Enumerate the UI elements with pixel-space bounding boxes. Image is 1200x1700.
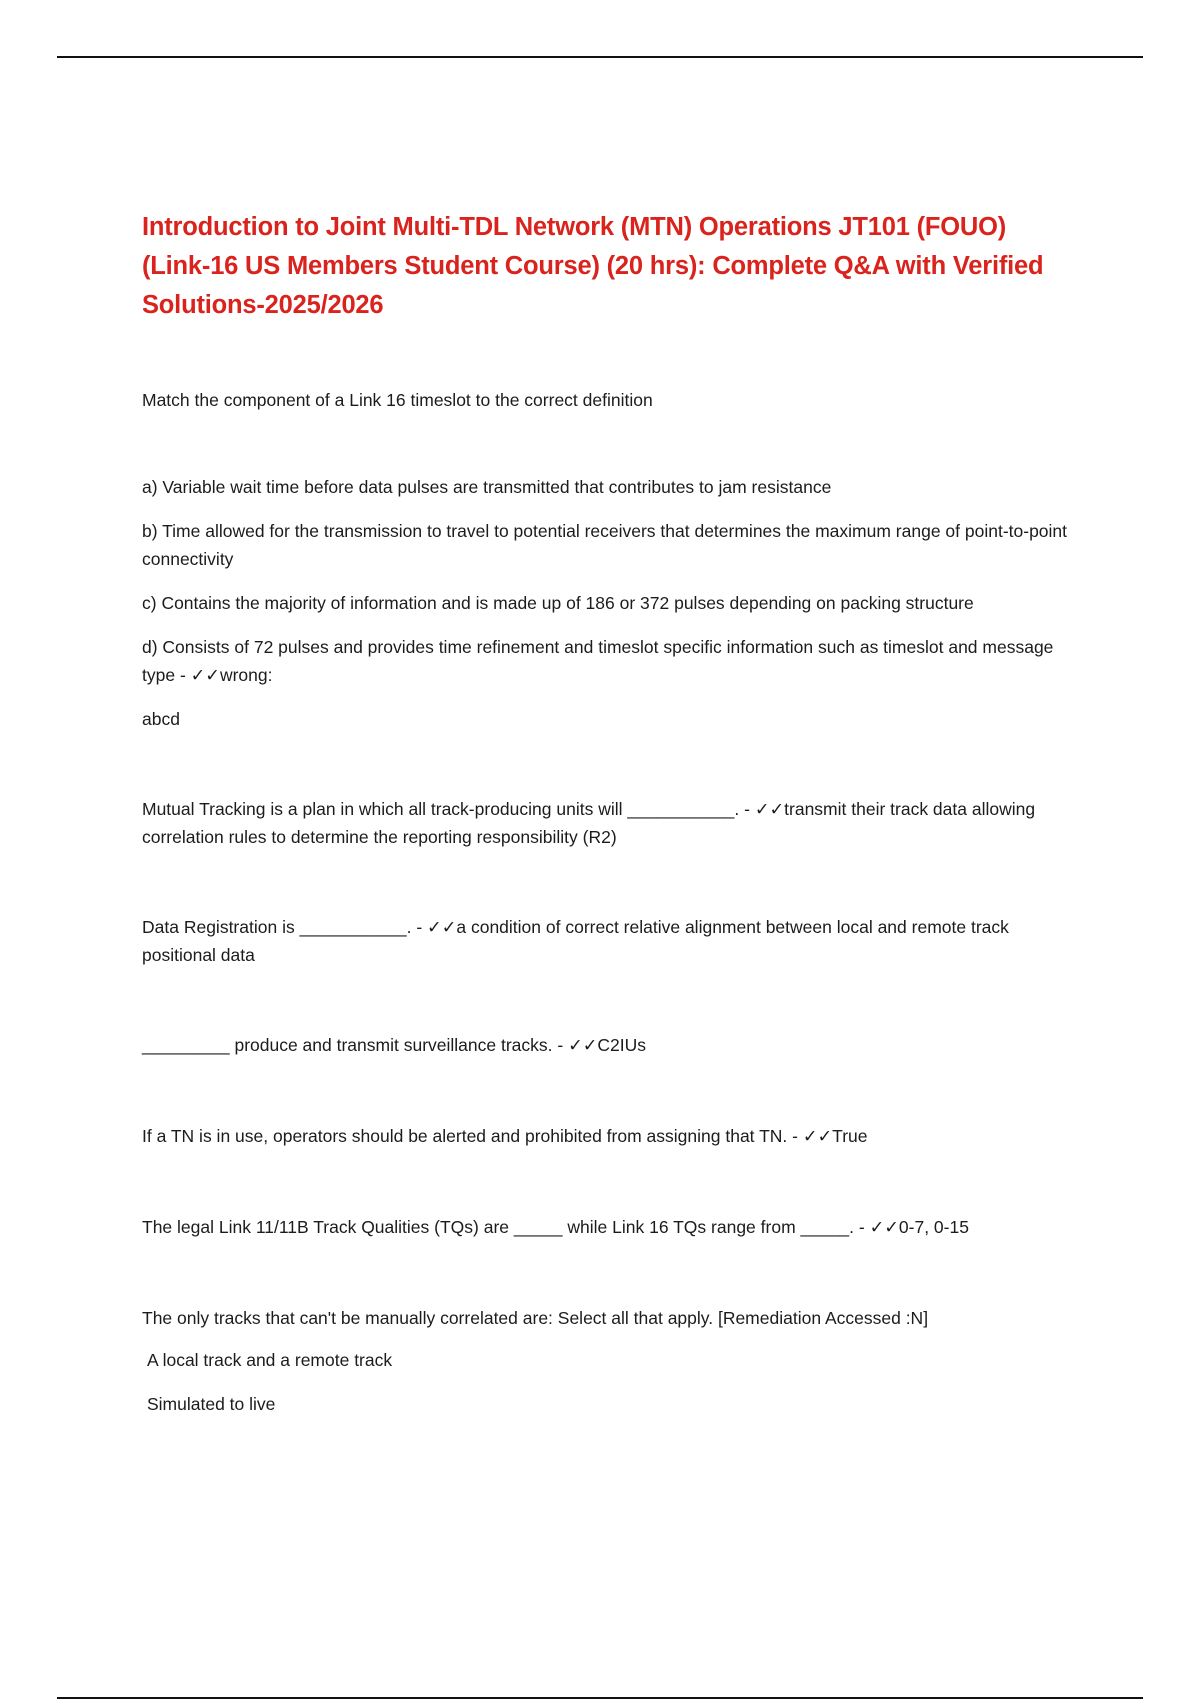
choice-simulated-to-live: Simulated to live: [147, 1394, 276, 1414]
question-surveillance-tracks: _________ produce and transmit surveillance tracks. - ✓✓C2IUs: [142, 1035, 647, 1055]
question-match-prompt: Match the component of a Link 16 timeslot to the correct definition: [142, 390, 653, 410]
question-tn-in-use: If a TN is in use, operators should be alerted and prohibited from assigning that TN. - ✓✓True: [142, 1126, 868, 1146]
bottom-rule: [57, 1697, 1143, 1699]
match-options-list: [142, 473, 1072, 733]
manual-correlation-choices: [142, 1346, 1072, 1418]
document-title: Introduction to Joint Multi-TDL Network (MTN) Operations JT101 (FOUO) (Link-16 US Members Student Course) (20 hrs): Complete Q&A with Verified Solutions-2025/2026: [142, 213, 1044, 319]
match-option-d: d) Consists of 72 pulses and provides time refinement and timeslot specific information such as timeslot and message type - ✓✓wrong:: [142, 637, 1054, 685]
choice-local-remote-track: A local track and a remote track: [147, 1350, 393, 1370]
question-manual-correlation-prompt: The only tracks that can't be manually correlated are: Select all that apply. [Remediation Accessed :N]: [142, 1308, 929, 1328]
document-body: [142, 208, 1072, 1434]
match-option-b: b) Time allowed for the transmission to travel to potential receivers that determines the maximum range of point-to-point connectivity: [142, 521, 1068, 569]
question-mutual-tracking: Mutual Tracking is a plan in which all track-producing units will ___________. - ✓✓transmit their track data allowing correlation rules to determine the reporting responsibility (R2): [142, 799, 1036, 847]
match-answer: abcd: [142, 709, 180, 729]
match-option-a: a) Variable wait time before data pulses are transmitted that contributes to jam resistance: [142, 477, 832, 497]
question-data-registration: Data Registration is ___________. - ✓✓a condition of correct relative alignment between local and remote track positional data: [142, 917, 1009, 965]
question-track-qualities: The legal Link 11/11B Track Qualities (TQs) are _____ while Link 16 TQs range from _____. - ✓✓0-7, 0-15: [142, 1217, 969, 1237]
top-rule: [57, 56, 1143, 58]
match-option-c: c) Contains the majority of information and is made up of 186 or 372 pulses depending on packing structure: [142, 593, 974, 613]
